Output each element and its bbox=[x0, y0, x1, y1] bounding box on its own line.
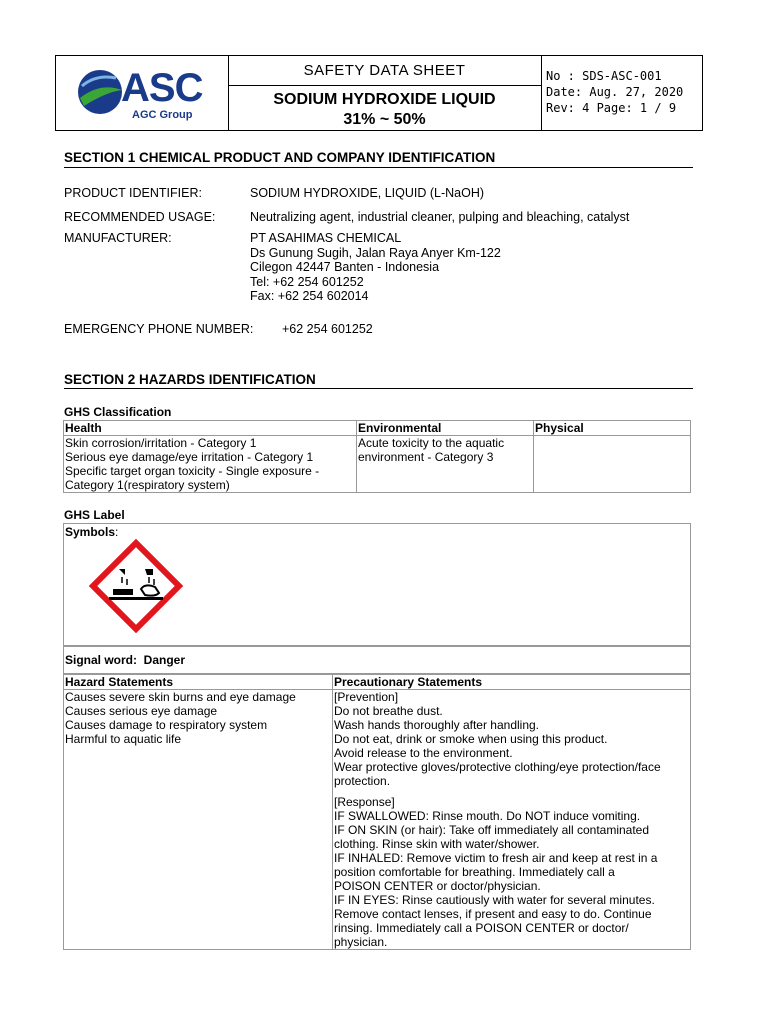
hazard-line: Causes severe skin burns and eye damage bbox=[65, 690, 296, 704]
manufacturer-tel: Tel: +62 254 601252 bbox=[250, 274, 364, 289]
doc-meta bbox=[542, 68, 706, 116]
environmental-cell bbox=[357, 436, 534, 493]
manufacturer-label: MANUFACTURER: bbox=[64, 231, 172, 245]
response-line: POISON CENTER or doctor/physician. bbox=[334, 879, 541, 893]
signal-word-value: Danger bbox=[143, 653, 186, 667]
symbols-colon: : bbox=[115, 525, 119, 539]
section1-title: SECTION 1 CHEMICAL PRODUCT AND COMPANY IDENTIFICATION bbox=[64, 150, 496, 165]
doc-type: SAFETY DATA SHEET bbox=[228, 56, 541, 86]
physical-cell bbox=[534, 436, 691, 493]
manufacturer-address bbox=[250, 231, 501, 304]
symbols-label: Symbols bbox=[65, 525, 116, 539]
ghs-classification-label: GHS Classification bbox=[64, 405, 172, 419]
environmental-line: environment - Category 3 bbox=[358, 450, 494, 464]
hazard-line: Causes serious eye damage bbox=[65, 704, 218, 718]
document-header bbox=[55, 55, 703, 131]
ghs-label-label: GHS Label bbox=[64, 508, 125, 522]
product-name-line1: SODIUM HYDROXIDE LIQUID bbox=[273, 91, 496, 108]
signal-word-wrap bbox=[65, 653, 185, 667]
health-line: Specific target organ toxicity - Single exposure - bbox=[65, 464, 320, 478]
environmental-line: Acute toxicity to the aquatic bbox=[358, 436, 505, 450]
recommended-usage-value: Neutralizing agent, industrial cleaner, pulping and bleaching, catalyst bbox=[250, 210, 630, 224]
prevention-line: Wash hands thoroughly after handling. bbox=[334, 718, 540, 732]
prevention-line: [Prevention] bbox=[334, 690, 399, 704]
hazard-line: Causes damage to respiratory system bbox=[65, 718, 268, 732]
doc-number: No : SDS-ASC-001 bbox=[546, 69, 662, 83]
response-line: [Response] bbox=[334, 795, 395, 809]
hazard-precaution-table bbox=[63, 674, 691, 950]
health-line: Category 1(respiratory system) bbox=[65, 478, 230, 492]
prevention-line: Wear protective gloves/protective clothing/eye protection/face bbox=[334, 760, 661, 774]
health-line: Serious eye damage/eye irritation - Category 1 bbox=[65, 450, 314, 464]
manufacturer-fax: Fax: +62 254 602014 bbox=[250, 289, 369, 303]
symbols-box bbox=[63, 523, 691, 646]
response-line: IF ON SKIN (or hair): Take off immediately all contaminated bbox=[334, 823, 650, 837]
emergency-phone-label: EMERGENCY PHONE NUMBER: bbox=[64, 322, 254, 336]
section1-rule bbox=[64, 167, 693, 168]
hazard-cell bbox=[64, 690, 333, 950]
response-line: IF SWALLOWED: Rinse mouth. Do NOT induce vomiting. bbox=[334, 809, 641, 823]
table-row bbox=[64, 675, 691, 690]
logo-subtitle: AGC Group bbox=[132, 109, 193, 121]
recommended-usage-label: RECOMMENDED USAGE: bbox=[64, 210, 216, 224]
response-block bbox=[334, 795, 689, 949]
precaution-header: Precautionary Statements bbox=[333, 675, 691, 690]
section2-rule bbox=[64, 388, 693, 389]
header-title-block bbox=[228, 56, 542, 130]
table-row bbox=[64, 421, 691, 436]
doc-revision-page: Rev: 4 Page: 1 / 9 bbox=[546, 101, 677, 115]
company-logo bbox=[56, 56, 229, 130]
response-line: IF INHALED: Remove victim to fresh air and keep at rest in a bbox=[334, 851, 658, 865]
response-line: position comfortable for breathing. Immediately call a bbox=[334, 865, 615, 879]
manufacturer-city: Cilegon 42447 Banten - Indonesia bbox=[250, 260, 440, 274]
manufacturer-name: PT ASAHIMAS CHEMICAL bbox=[250, 231, 402, 245]
prevention-line: Avoid release to the environment. bbox=[334, 746, 513, 760]
product-identifier-value: SODIUM HYDROXIDE, LIQUID (L-NaOH) bbox=[250, 186, 485, 200]
globe-logo-icon bbox=[76, 68, 124, 116]
health-header: Health bbox=[64, 421, 357, 436]
product-identifier-label: PRODUCT IDENTIFIER: bbox=[64, 186, 202, 200]
prevention-line: Do not breathe dust. bbox=[334, 704, 443, 718]
table-row bbox=[64, 436, 691, 493]
environmental-header: Environmental bbox=[357, 421, 534, 436]
precaution-cell bbox=[333, 690, 691, 950]
prevention-line: Do not eat, drink or smoke when using this product. bbox=[334, 732, 608, 746]
physical-header: Physical bbox=[534, 421, 691, 436]
signal-word-label: Signal word: bbox=[65, 653, 137, 667]
prevention-block bbox=[334, 690, 689, 788]
hazard-line: Harmful to aquatic life bbox=[65, 732, 182, 746]
symbols-label-wrap bbox=[65, 525, 118, 539]
table-row bbox=[64, 690, 691, 950]
health-cell bbox=[64, 436, 357, 493]
ghs-classification-table bbox=[63, 420, 691, 493]
health-line: Skin corrosion/irritation - Category 1 bbox=[65, 436, 257, 450]
signal-word-row bbox=[63, 646, 691, 674]
response-line: rinsing. Immediately call a POISON CENTER or doctor/ bbox=[334, 921, 629, 935]
hazard-header: Hazard Statements bbox=[64, 675, 333, 690]
manufacturer-street: Ds Gunung Sugih, Jalan Raya Anyer Km-122 bbox=[250, 245, 501, 260]
response-line: clothing. Rinse skin with water/shower. bbox=[334, 837, 540, 851]
response-line: physician. bbox=[334, 935, 388, 949]
response-line: Remove contact lenses, if present and easy to do. Continue bbox=[334, 907, 652, 921]
corrosion-pictogram-icon bbox=[89, 539, 183, 633]
section2-title: SECTION 2 HAZARDS IDENTIFICATION bbox=[64, 372, 316, 387]
prevention-line: protection. bbox=[334, 774, 391, 788]
logo-text: ASC bbox=[121, 66, 203, 110]
product-name-line2: 31% ~ 50% bbox=[343, 111, 426, 128]
emergency-phone-value: +62 254 601252 bbox=[282, 322, 373, 336]
response-line: IF IN EYES: Rinse cautiously with water for several minutes. bbox=[334, 893, 655, 907]
doc-date: Date: Aug. 27, 2020 bbox=[546, 85, 684, 99]
